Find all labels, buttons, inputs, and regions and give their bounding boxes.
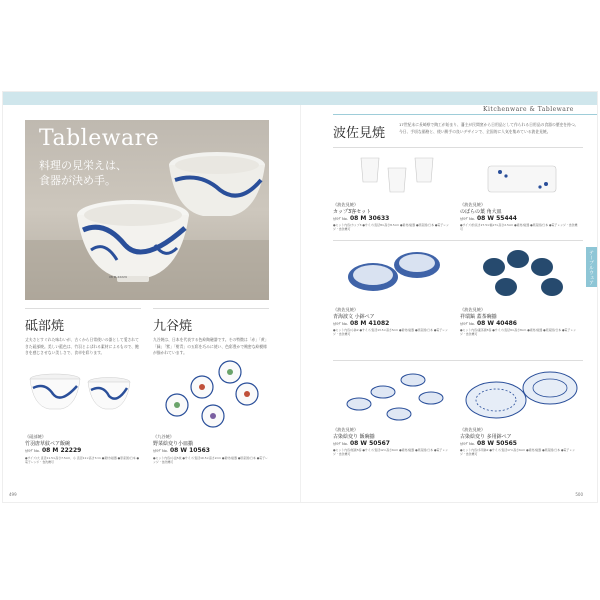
code-number: 08 W 40486 (476, 320, 517, 327)
tobe-series: 《砥部焼》 (25, 434, 46, 439)
item2-name: のばらの葉 角大皿 (460, 209, 502, 215)
item2-series: 《波佐見焼》 (460, 202, 486, 207)
item3-name: 青海波文 小鉢ペア (333, 314, 375, 320)
code-number: 08 W 50565 (476, 440, 517, 447)
divider (333, 360, 583, 361)
item5-code (333, 440, 390, 447)
item4-code (460, 320, 517, 327)
item6-spec: ●セット内容/多用鉢2 ●サイズ/直径17×高さ6cm ●素材/磁器 ●原産国/日本 ●電子レンジ・食洗機可 (460, 448, 575, 457)
lidded-bowls-image[interactable] (460, 247, 580, 307)
catalog-spread (3, 92, 597, 502)
code-number: 08 M 30633 (349, 215, 390, 222)
code-prefix: ｶﾀﾛｸﾞNo. (333, 322, 348, 326)
kutani-description: 九谷焼は、日本を代表する色絵陶磁器です。その特徴は「赤」「黄」「緑」「紫」「紺青」の五彩を巧みに使い、色彩豊かで緻密な絵模様が描かれています。 (153, 337, 267, 355)
item3-spec: ●セット内容/小鉢2 ●サイズ/直径13.5×高さ5cm ●素材/磁器 ●原産国/日本 ●電子レンジ・食洗機可 (333, 328, 448, 337)
divider (333, 147, 583, 148)
item4-name: 祥瑞鎬 蓋茶碗揃 (460, 314, 497, 320)
divider (333, 240, 583, 241)
code-prefix: ｶﾀﾛｸﾞNo. (333, 442, 348, 446)
item1-code (333, 215, 389, 222)
code-prefix: ｶﾀﾛｸﾞNo. (25, 449, 40, 453)
code-prefix: ｶﾀﾛｸﾞNo. (333, 217, 348, 221)
item2-code (460, 215, 517, 222)
code-prefix: ｶﾀﾛｸﾞNo. (460, 217, 475, 221)
kutani-series: 《九谷焼》 (153, 434, 174, 439)
hero-title: Tableware (39, 126, 160, 151)
item1-spec: ●セット内容/カップ3 ●サイズ/直径8×高さ8.5cm ●素材/磁器 ●原産国/日本 ●電子レンジ・食洗機可 (333, 223, 449, 232)
divider (25, 308, 141, 309)
item6-name: 古染絵変り 多用鉢ペア (460, 434, 512, 440)
kutani-spec: ●セット内容/小皿5枚 ●サイズ/直径10.5×高さ2cm ●素材/磁器 ●原産国/日本 ●電子レンジ・食洗機可 (153, 456, 268, 465)
divider (153, 308, 269, 309)
item4-spec: ●セット内容/蓋茶碗5客 ●サイズ/直径9×高さ8cm ●素材/磁器 ●原産国/日本 ●電子レンジ・食洗機可 (460, 328, 577, 337)
hero-photo (25, 120, 269, 300)
rice-bowls-image[interactable] (333, 370, 453, 430)
hero-photo-credit: 08 M 22229 (109, 275, 127, 279)
code-number: 08 M 41082 (349, 320, 390, 327)
item2-spec: ●サイズ/約長さ27.5×幅17×高さ2.5cm ●素材/磁器 ●原産国/日本 ●電子レンジ・食洗機可 (460, 223, 578, 232)
section-rule (333, 114, 597, 115)
item5-spec: ●セット内容/飯碗5客 ●サイズ/直径12×高さ6cm ●素材/磁器 ●原産国/日本 ●電子レンジ・食洗機可 (333, 448, 448, 457)
tobe-spec: ●サイズ/大 直径11.5×高さ7.5cm、小 直径11×高さ7cm ●素材/磁器 ●原産国/日本 ●電子レンジ・食洗機可 (25, 456, 140, 465)
item1-series: 《波佐見焼》 (333, 202, 359, 207)
tobe-description: 丈夫さとすぐれた味わいが、古くから日常使いの器として愛されてきた砥部焼。美しい藍色は、竹羽とよばれる素材によるもので、飽きを感じさせない美しさで、食卓を彩ります。 (25, 337, 139, 355)
right-page-number: 500 (575, 492, 583, 497)
square-plate-image[interactable] (460, 152, 580, 202)
code-prefix: ｶﾀﾛｸﾞNo. (153, 449, 168, 453)
code-number: 08 M 22229 (41, 447, 82, 454)
item5-name: 古染絵変り 飯碗揃 (333, 434, 375, 440)
item1-name: カップ3客セット (333, 209, 372, 215)
tobe-bowls-image[interactable] (25, 372, 141, 422)
code-number: 08 W 10563 (169, 447, 210, 454)
item3-series: 《波佐見焼》 (333, 307, 359, 312)
cups-image[interactable] (333, 152, 453, 202)
kutani-product-name: 野菜絵変り小皿揃 (153, 441, 194, 447)
item6-series: 《波佐見焼》 (460, 427, 486, 432)
hasami-description: 17世紀末に長崎県で陶工が始まり、藩主が民間窯から日用品として作られる日用品の食器の歴史を持つ。今日、手頃な価格と、使い勝手の良いデザインで、全国的に人気を集めている波佐見焼。 (399, 122, 579, 134)
left-page-number: 499 (9, 492, 17, 497)
kutani-code (153, 447, 210, 454)
item6-code (460, 440, 517, 447)
item5-series: 《波佐見焼》 (333, 427, 359, 432)
item3-code (333, 320, 389, 327)
code-number: 08 W 55444 (476, 215, 517, 222)
page-gutter (300, 105, 301, 502)
tobe-title: 砥部焼 (25, 319, 65, 334)
item4-series: 《波佐見焼》 (460, 307, 486, 312)
hasami-title: 波佐見焼 (333, 126, 386, 141)
top-band (3, 92, 597, 105)
code-prefix: ｶﾀﾛｸﾞNo. (460, 322, 475, 326)
kutani-plates-image[interactable] (153, 360, 269, 432)
hero-catchcopy: 料理の見栄えは、 食器が決め手。 (39, 159, 127, 187)
code-number: 08 W 50567 (349, 440, 390, 447)
section-title: Kitchenware & Tableware (483, 106, 574, 113)
tobe-product-name: 竹羽唐草紋ペア飯碗 (25, 441, 71, 447)
side-index-tab[interactable]: テーブルウェア (586, 247, 597, 287)
multi-bowls-image[interactable] (460, 370, 580, 430)
tobe-code (25, 447, 81, 454)
kutani-title: 九谷焼 (153, 319, 193, 334)
small-bowls-image[interactable] (333, 247, 453, 307)
code-prefix: ｶﾀﾛｸﾞNo. (460, 442, 475, 446)
